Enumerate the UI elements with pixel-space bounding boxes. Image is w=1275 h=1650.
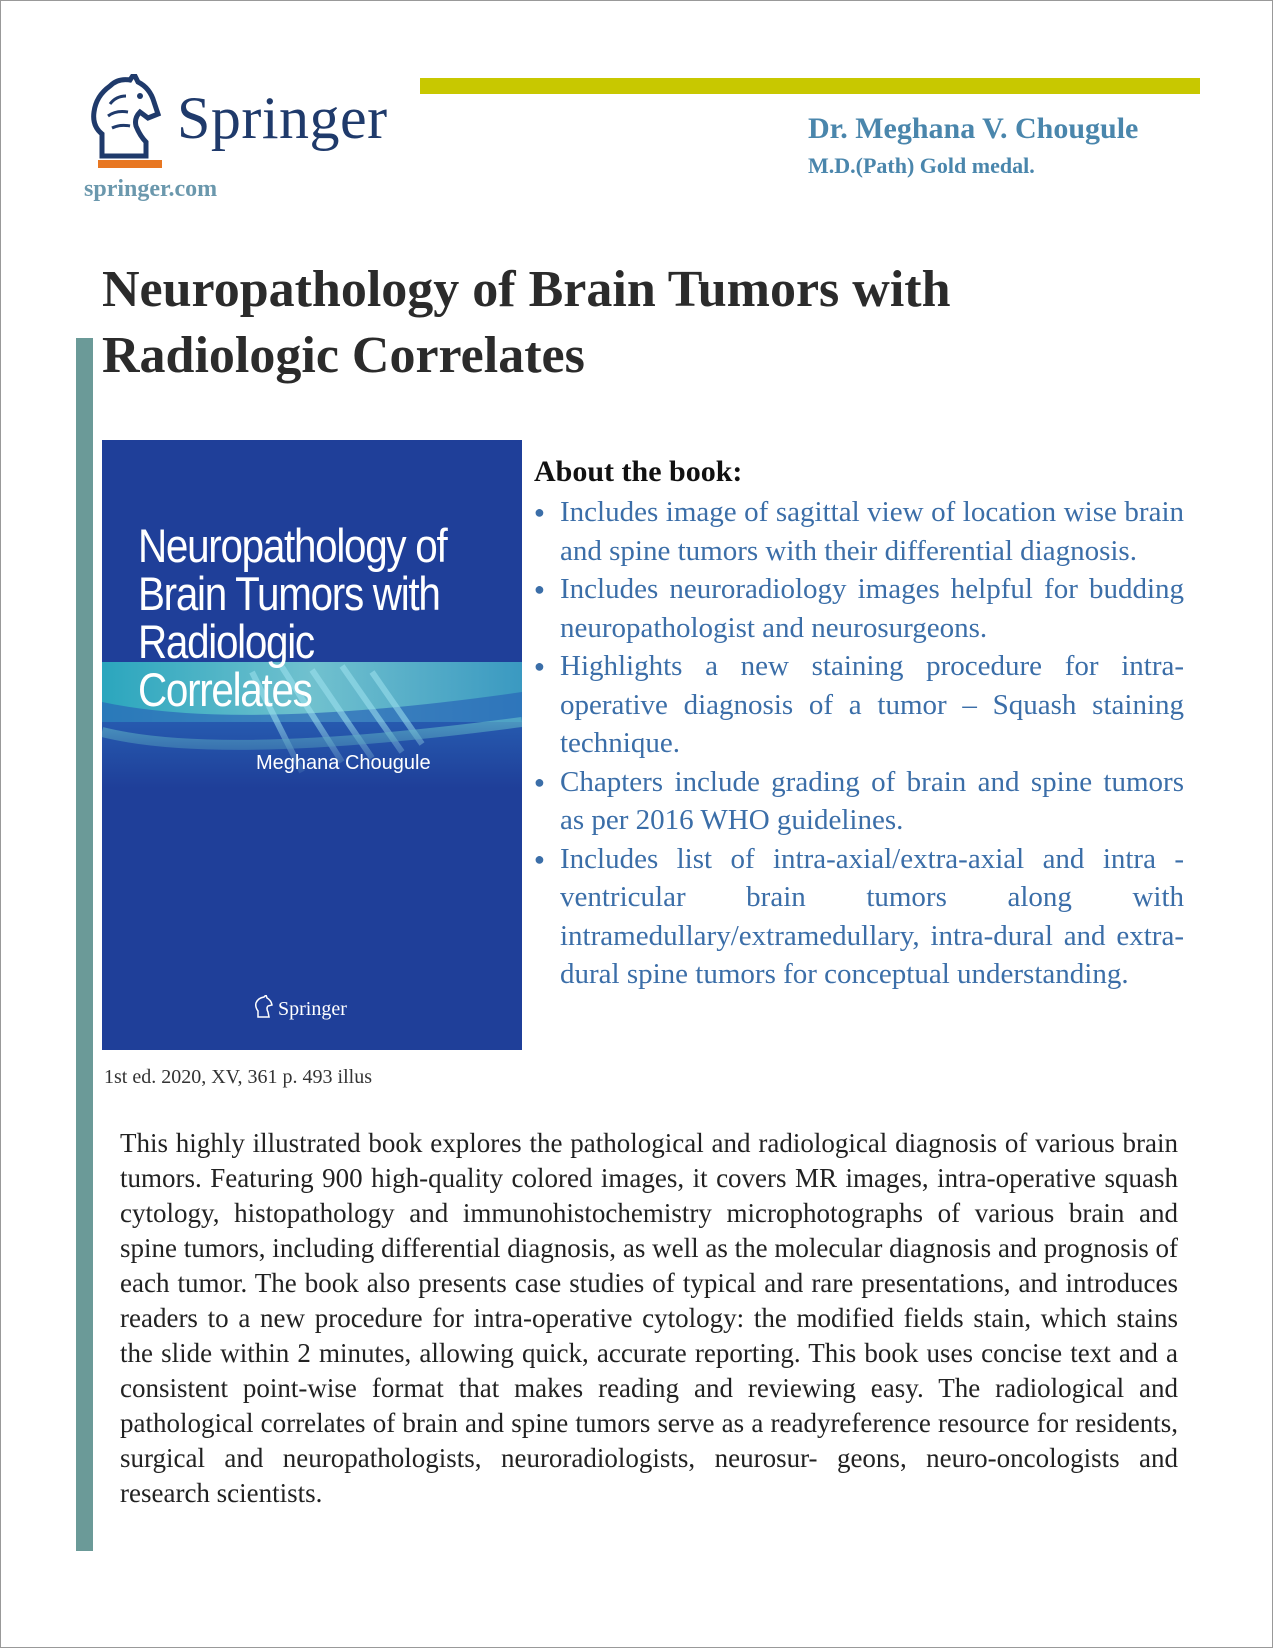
bullet-icon: ● <box>534 579 545 599</box>
author-credentials: M.D.(Path) Gold medal. <box>808 153 1035 178</box>
list-item-text: Chapters include grading of brain and spine tumors as per 2016 WHO guidelines. <box>560 765 1184 836</box>
list-item <box>534 570 1184 647</box>
bullet-icon: ● <box>534 771 545 792</box>
book-description: This highly illustrated book explores the pathological and radiological diagnosis of various brain tumors. Featuring 900 high-quality colored images, it covers MR images, intra-operative squash cytology, histopathology and immunohistochemistry microphotographs of various brain and spine tumors, including differential diagnosis, as well as the molecular diagnosis and prognosis of each tumor. The book also presents case studies of typical and rare presentations, and introduces readers to a new procedure for intra-operative cytology: the modified fields stain, which stains the slide within 2 minutes, allowing quick, accurate reporting. This book uses concise text and a consistent point-wise format that makes reading and reviewing easy. The radiological and pathological correlates of brain and spine tumors serve as a readyreference resource for residents, surgical and neuropathologists, neuroradiologists, neurosur- geons, neuro-oncologists and research scientists. <box>120 1128 1178 1508</box>
cover-author: Meghana Chougule <box>256 752 431 774</box>
cover-publisher-label: Springer <box>278 998 347 1020</box>
about-list <box>534 493 1184 994</box>
author-name: Dr. Meghana V. Chougule <box>808 112 1139 145</box>
list-item <box>534 763 1184 840</box>
edition-info: 1st ed. 2020, XV, 361 p. 493 illus <box>104 1066 372 1088</box>
book-cover <box>102 440 522 1050</box>
cover-publisher <box>254 998 347 1021</box>
list-item-text: Includes image of sagittal view of location wise brain and spine tumors with their differential diagnosis. <box>560 496 1184 567</box>
list-item <box>534 840 1184 994</box>
bullet-icon: ● <box>534 848 545 869</box>
cover-title-line: Neuropathology of <box>138 519 447 572</box>
list-item <box>534 493 1184 570</box>
list-item-text: Highlights a new staining procedure for intra-operative diagnosis of a tumor – Squash staining technique. <box>560 650 1184 759</box>
accent-bar <box>420 78 1200 94</box>
cover-title-line: Radiologic Correlates <box>138 615 314 716</box>
logo-underline <box>98 160 162 168</box>
cover-title-line: Brain Tumors with <box>138 567 440 620</box>
side-accent-bar <box>76 338 93 1551</box>
page-title: Neuropathology of Brain Tumors with Radiologic Correlates <box>102 261 951 384</box>
about-heading: About the book: <box>534 455 743 488</box>
list-item-text: Includes list of intra-axial/extra-axial and intra -ventricular brain tumors along with intramedullary/extramedullary, intra-dural and extra-dural spine tumors for conceptual understanding. <box>560 842 1184 990</box>
list-item <box>534 647 1184 763</box>
site-url[interactable]: springer.com <box>84 176 218 202</box>
springer-logo[interactable] <box>82 74 442 184</box>
list-item-text: Includes neuroradiology images helpful for budding neuropathologist and neurosurgeons. <box>560 573 1184 644</box>
bullet-icon: ● <box>534 656 545 676</box>
knight-horse-icon <box>82 74 162 160</box>
cover-title <box>138 519 465 716</box>
brand-name: Springer <box>177 85 388 151</box>
bullet-icon: ● <box>534 502 545 522</box>
